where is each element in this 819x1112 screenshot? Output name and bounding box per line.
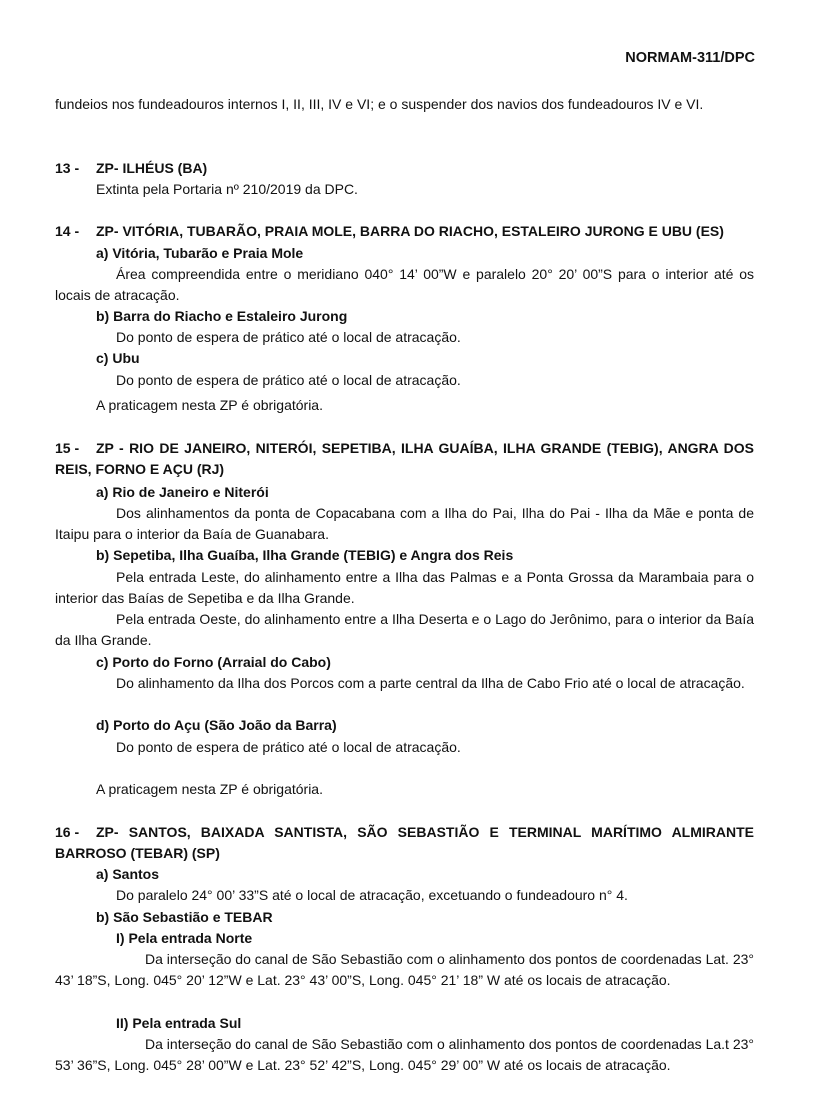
section-13-text: Extinta pela Portaria nº 210/2019 da DPC.: [96, 181, 358, 197]
section-14-title: ZP- VITÓRIA, TUBARÃO, PRAIA MOLE, BARRA DO RIACHO, ESTALEIRO JURONG E UBU (ES): [96, 223, 724, 239]
section-14-b-text: Do ponto de espera de prático até o local de atracação.: [116, 329, 461, 345]
section-16-b1-title: I) Pela entrada Norte: [116, 930, 253, 946]
section-15-b-text-1: Pela entrada Leste, do alinhamento entre a Ilha das Palmas e a Ponta Grossa da Marambaia para o interior das Baías de Sepetiba e da Ilha Grande.: [55, 569, 754, 606]
section-16-number: 16 -: [55, 824, 80, 840]
section-15-note: A praticagem nesta ZP é obrigatória.: [96, 781, 323, 797]
section-15-heading: [55, 438, 754, 480]
section-15-title: ZP - RIO DE JANEIRO, NITERÓI, SEPETIBA, ILHA GUAÍBA, ILHA GRANDE (TEBIG), ANGRA DOS REIS, FORNO E AÇU (RJ): [55, 440, 754, 477]
section-14-note: A praticagem nesta ZP é obrigatória.: [96, 397, 323, 413]
section-15-a-title: a) Rio de Janeiro e Niterói: [96, 484, 269, 500]
intro-paragraph: fundeios nos fundeadouros internos I, II, III, IV e VI; e o suspender dos navios dos fundeadouros IV e VI.: [55, 96, 704, 112]
section-15-b-title: b) Sepetiba, Ilha Guaíba, Ilha Grande (TEBIG) e Angra dos Reis: [96, 547, 514, 563]
section-16-b2-text: Da interseção do canal de São Sebastião com o alinhamento dos pontos de coordenadas La.t 23° 53’ 36”S, Long. 045° 28’ 00”W e Lat. 23° 52’ 42”S, Long. 045° 29’ 00” W até os locais de atracação.: [55, 1036, 754, 1073]
section-16-heading: [55, 822, 754, 864]
section-16-b-title: b) São Sebastião e TEBAR: [96, 909, 273, 925]
section-14-b-title: b) Barra do Riacho e Estaleiro Jurong: [96, 308, 348, 324]
section-14-heading: [55, 221, 724, 242]
section-15-d-title: d) Porto do Açu (São João da Barra): [96, 717, 337, 733]
section-16-title: ZP- SANTOS, BAIXADA SANTISTA, SÃO SEBASTIÃO E TERMINAL MARÍTIMO ALMIRANTE BARROSO (TEBAR) (SP): [55, 824, 754, 861]
section-14-a-title: a) Vitória, Tubarão e Praia Mole: [96, 245, 304, 261]
section-14-c-title: c) Ubu: [96, 350, 140, 366]
section-15-b-text-2: Pela entrada Oeste, do alinhamento entre a Ilha Deserta e o Lago do Jerônimo, para o interior da Baía da Ilha Grande.: [55, 611, 754, 648]
section-15-c-title: c) Porto do Forno (Arraial do Cabo): [96, 654, 331, 670]
section-14-c-text: Do ponto de espera de prático até o local de atracação.: [116, 372, 461, 388]
section-13-number: 13 -: [55, 160, 80, 176]
section-14-number: 14 -: [55, 223, 80, 239]
section-13-heading: [55, 158, 207, 179]
section-16-a-title: a) Santos: [96, 866, 160, 882]
section-16-b2-title: II) Pela entrada Sul: [116, 1015, 242, 1031]
section-15-number: 15 -: [55, 440, 80, 456]
section-13-title: ZP- ILHÉUS (BA): [96, 160, 208, 176]
section-16-b1-text: Da interseção do canal de São Sebastião com o alinhamento dos pontos de coordenadas Lat. 23° 43’ 18”S, Long. 045° 20’ 12”W e Lat. 23° 43’ 00”S, Long. 045° 21’ 18” W até os locais de atracação.: [55, 951, 754, 988]
section-15-d-text: Do ponto de espera de prático até o local de atracação.: [116, 739, 461, 755]
section-15-c-text: Do alinhamento da Ilha dos Porcos com a parte central da Ilha de Cabo Frio até o local de atracação.: [116, 675, 745, 691]
section-16-a-text: Do paralelo 24° 00’ 33”S até o local de atracação, excetuando o fundeadouro n° 4.: [116, 887, 628, 903]
section-15-a-text: Dos alinhamentos da ponta de Copacabana com a Ilha do Pai, Ilha do Pai - Ilha da Mãe e ponta de Itaipu para o interior da Baía de Guanabara.: [55, 505, 754, 542]
section-14-a-text: Área compreendida entre o meridiano 040° 14’ 00”W e paralelo 20° 20’ 00”S para o interior até os locais de atracação.: [55, 266, 754, 303]
document-code-header: NORMAM-311/DPC: [625, 50, 755, 66]
